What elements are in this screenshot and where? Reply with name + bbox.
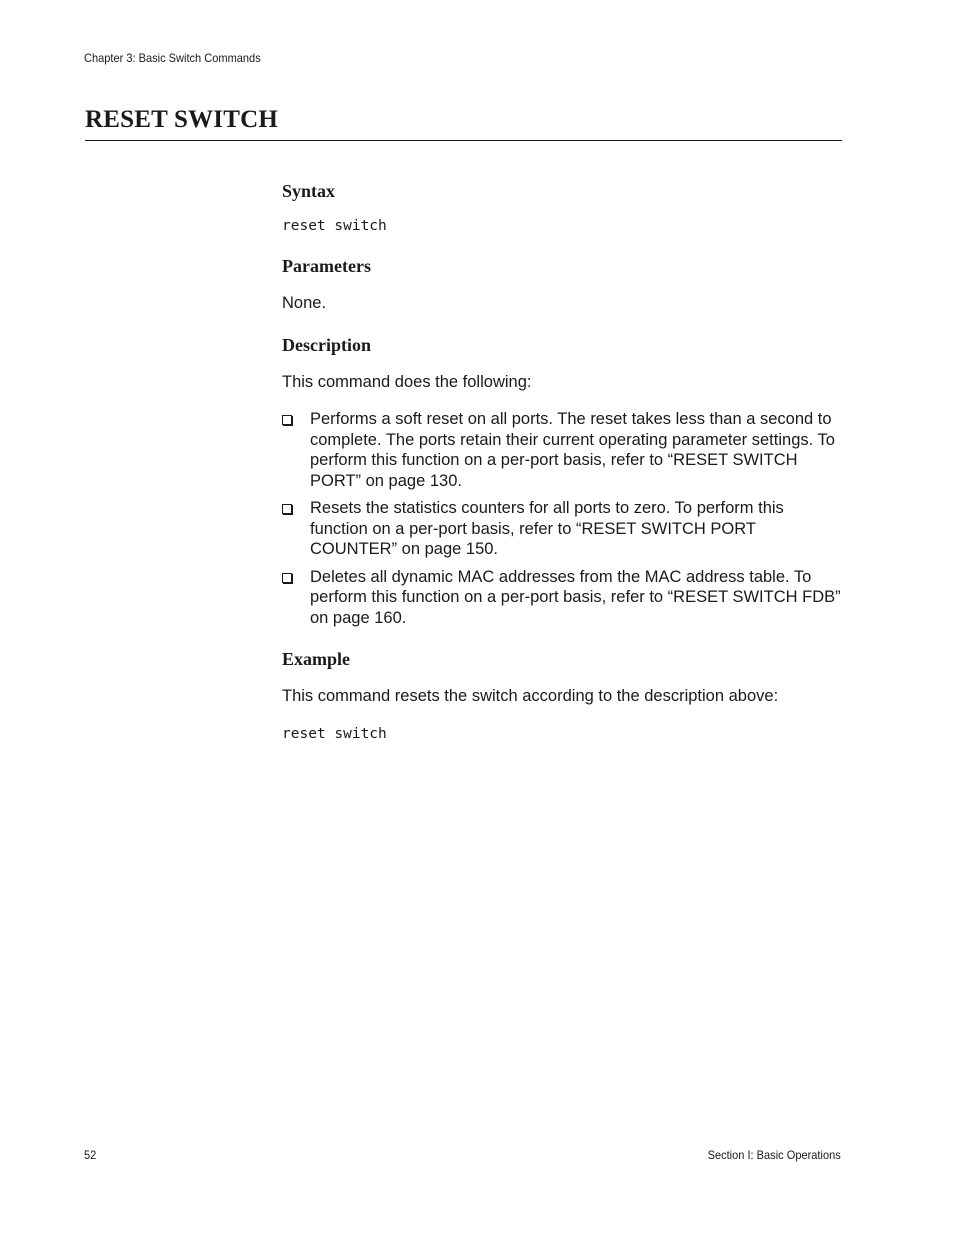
description-list: [282, 409, 842, 628]
checkbox-bullet-icon: [282, 415, 292, 425]
main-content: [282, 180, 842, 743]
checkbox-bullet-icon: [282, 504, 292, 514]
running-header: Chapter 3: Basic Switch Commands: [84, 51, 261, 65]
syntax-code: reset switch: [282, 218, 387, 234]
example-code: reset switch: [282, 725, 387, 742]
parameters-heading: Parameters: [282, 256, 371, 276]
section-footer: Section I: Basic Operations: [707, 1148, 841, 1162]
checkbox-bullet-icon: [282, 573, 292, 583]
list-item-text: Resets the statistics counters for all ports to zero. To perform this function on a per-port basis, refer to “RESET SWITCH PORT COUNTER” on page 150.: [310, 499, 784, 558]
list-item-text: Performs a soft reset on all ports. The reset takes less than a second to complete. The ports retain their current operating parameter settings. To perform this function on a per-port basis, refer to “RESET SWITCH PORT” on page 130.: [310, 410, 835, 490]
title-rule: [85, 140, 842, 141]
list-item-text: Deletes all dynamic MAC addresses from the MAC address table. To perform this function on a per-port basis, refer to “RESET SWITCH FDB” on page 160.: [310, 567, 841, 627]
example-heading: Example: [282, 649, 351, 669]
description-heading: Description: [282, 334, 371, 355]
parameters-text: None.: [282, 294, 327, 312]
description-intro: This command does the following:: [282, 372, 532, 391]
list-item: [282, 409, 842, 491]
page-title: RESET SWITCH: [85, 106, 278, 133]
list-item: [282, 498, 842, 560]
syntax-heading: Syntax: [282, 181, 336, 201]
list-item: [282, 567, 842, 629]
page-number: 52: [84, 1148, 97, 1162]
example-text: This command resets the switch according to the description above:: [282, 687, 779, 705]
